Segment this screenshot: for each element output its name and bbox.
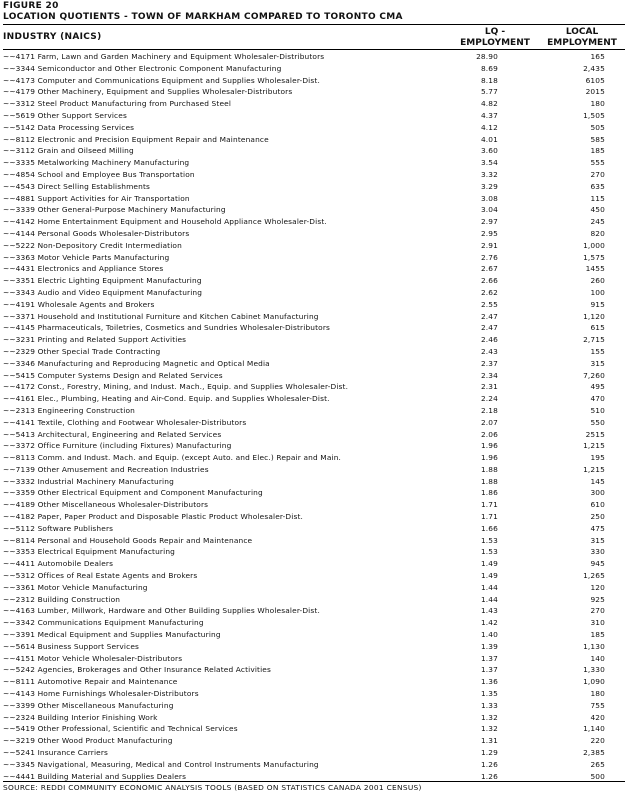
- source-note: SOURCE: REDDI COMMUNITY ECONOMIC ANALYSIS TOOLS (BASED ON STATISTICS CANADA 2001 CENSUS): [3, 783, 422, 792]
- industry-cell: ~~2312 Building Construction: [3, 594, 121, 604]
- employment-cell: 475: [590, 523, 605, 533]
- employment-cell: 7,260: [583, 370, 605, 380]
- lq-cell: 1.40: [480, 630, 498, 640]
- lq-cell: 1.35: [480, 689, 498, 699]
- employment-cell: 310: [590, 618, 605, 628]
- lq-cell: 3.04: [480, 205, 498, 215]
- employment-cell: 925: [590, 594, 605, 604]
- column-header-lq-line1: LQ -: [484, 27, 506, 37]
- table-row: [0, 86, 629, 98]
- industry-cell: ~~4191 Wholesale Agents and Brokers: [3, 299, 155, 309]
- industry-cell: ~~3346 Manufacturing and Reproducing Magnetic and Optical Media: [3, 358, 270, 368]
- employment-cell: 1,090: [583, 677, 605, 687]
- industry-cell: ~~2329 Other Special Trade Contracting: [3, 346, 161, 356]
- industry-cell: ~~3335 Metalworking Machinery Manufacturing: [3, 158, 190, 168]
- lq-cell: 4.37: [480, 110, 498, 120]
- lq-cell: 2.34: [480, 370, 498, 380]
- column-header-lq: [455, 27, 535, 49]
- industry-cell: ~~5415 Computer Systems Design and Related Services: [3, 370, 223, 380]
- employment-cell: 260: [590, 276, 605, 286]
- lq-cell: 1.33: [480, 700, 498, 710]
- employment-cell: 330: [590, 547, 605, 557]
- employment-cell: 1,000: [583, 240, 605, 250]
- employment-cell: 165: [590, 52, 605, 61]
- industry-cell: ~~5312 Offices of Real Estate Agents and Brokers: [3, 571, 198, 581]
- industry-table: [0, 51, 629, 782]
- table-row: [0, 523, 629, 535]
- table-row: [0, 134, 629, 146]
- table-row: [0, 499, 629, 511]
- lq-cell: 3.32: [480, 169, 498, 179]
- industry-cell: ~~4441 Building Material and Supplies Dealers: [3, 771, 187, 781]
- employment-cell: 1,215: [583, 441, 605, 451]
- industry-cell: ~~3363 Motor Vehicle Parts Manufacturing: [3, 252, 170, 262]
- lq-cell: 2.47: [480, 323, 498, 333]
- table-row: [0, 641, 629, 653]
- lq-cell: 1.66: [480, 523, 498, 533]
- employment-cell: 180: [590, 99, 605, 109]
- employment-cell: 510: [590, 405, 605, 415]
- industry-cell: ~~3342 Communications Equipment Manufacturing: [3, 618, 204, 628]
- industry-cell: ~~3361 Motor Vehicle Manufacturing: [3, 582, 148, 592]
- employment-cell: 550: [590, 417, 605, 427]
- industry-cell: ~~8112 Electronic and Precision Equipment Repair and Maintenance: [3, 134, 269, 144]
- lq-cell: 2.91: [480, 240, 498, 250]
- industry-cell: ~~3345 Navigational, Measuring, Medical and Control Instruments Manufacturing: [3, 759, 319, 769]
- industry-cell: ~~5242 Agencies, Brokerages and Other Insurance Related Activities: [3, 665, 272, 675]
- lq-cell: 1.26: [480, 771, 498, 781]
- lq-cell: 2.31: [480, 382, 498, 392]
- table-row: [0, 240, 629, 252]
- industry-cell: ~~4182 Paper, Paper Product and Disposable Plastic Product Wholesaler-Dist.: [3, 512, 304, 522]
- table-row: [0, 582, 629, 594]
- employment-cell: 1,130: [583, 641, 605, 651]
- employment-cell: 495: [590, 382, 605, 392]
- column-header-local-line1: LOCAL: [565, 27, 599, 37]
- employment-cell: 505: [590, 122, 605, 132]
- table-row: [0, 617, 629, 629]
- lq-cell: 1.42: [480, 618, 498, 628]
- industry-cell: ~~3312 Steel Product Manufacturing from Purchased Steel: [3, 99, 232, 109]
- employment-cell: 615: [590, 323, 605, 333]
- industry-cell: ~~4179 Other Machinery, Equipment and Supplies Wholesaler-Distributors: [3, 87, 293, 97]
- employment-cell: 315: [590, 535, 605, 545]
- industry-cell: ~~4161 Elec., Plumbing, Heating and Air-Cond. Equip. and Supplies Wholesaler-Dist.: [3, 394, 330, 404]
- employment-cell: 1,215: [583, 464, 605, 474]
- lq-cell: 4.82: [480, 99, 498, 109]
- employment-cell: 185: [590, 146, 605, 156]
- employment-cell: 2,435: [583, 63, 605, 73]
- employment-cell: 945: [590, 559, 605, 569]
- lq-cell: 8.18: [480, 75, 498, 85]
- lq-cell: 2.06: [480, 429, 498, 439]
- lq-cell: 2.46: [480, 335, 498, 345]
- employment-cell: 195: [590, 453, 605, 463]
- table-row: [0, 75, 629, 87]
- industry-cell: ~~2313 Engineering Construction: [3, 405, 135, 415]
- industry-cell: ~~5241 Insurance Carriers: [3, 748, 109, 758]
- industry-cell: ~~3344 Semiconductor and Other Electronic Component Manufacturing: [3, 63, 282, 73]
- column-header-local-line2: EMPLOYMENT: [547, 38, 617, 48]
- table-row: [0, 51, 629, 63]
- lq-cell: 1.96: [480, 453, 498, 463]
- industry-cell: ~~5222 Non-Depository Credit Intermediation: [3, 240, 182, 250]
- industry-cell: ~~3219 Other Wood Product Manufacturing: [3, 736, 173, 746]
- lq-cell: 1.32: [480, 724, 498, 734]
- employment-cell: 270: [590, 606, 605, 616]
- table-row: [0, 98, 629, 110]
- table-row: [0, 393, 629, 405]
- employment-cell: 220: [590, 736, 605, 746]
- table-row: [0, 452, 629, 464]
- table-row: [0, 405, 629, 417]
- lq-cell: 1.32: [480, 712, 498, 722]
- employment-cell: 145: [590, 476, 605, 486]
- table-row: [0, 570, 629, 582]
- column-header-local-employment: [540, 27, 624, 49]
- table-row: [0, 275, 629, 287]
- lq-cell: 2.55: [480, 299, 498, 309]
- table-row: [0, 712, 629, 724]
- table-row: [0, 346, 629, 358]
- employment-cell: 420: [590, 712, 605, 722]
- lq-cell: 2.76: [480, 252, 498, 262]
- employment-cell: 300: [590, 488, 605, 498]
- industry-cell: ~~4881 Support Activities for Air Transportation: [3, 193, 190, 203]
- employment-cell: 180: [590, 689, 605, 699]
- industry-cell: ~~8111 Automotive Repair and Maintenance: [3, 677, 178, 687]
- employment-cell: 140: [590, 653, 605, 663]
- industry-cell: ~~5614 Business Support Services: [3, 641, 140, 651]
- column-header-industry: INDUSTRY (NAICS): [3, 32, 102, 42]
- lq-cell: 1.53: [480, 535, 498, 545]
- employment-cell: 115: [590, 193, 605, 203]
- industry-cell: ~~3353 Electrical Equipment Manufacturing: [3, 547, 175, 557]
- table-row: [0, 747, 629, 759]
- lq-cell: 3.60: [480, 146, 498, 156]
- employment-cell: 470: [590, 394, 605, 404]
- table-row: [0, 429, 629, 441]
- table-row: [0, 511, 629, 523]
- table-row: [0, 334, 629, 346]
- lq-cell: 1.71: [480, 500, 498, 510]
- employment-cell: 1,575: [583, 252, 605, 262]
- industry-cell: ~~4854 School and Employee Bus Transportation: [3, 169, 195, 179]
- employment-cell: 1455: [585, 264, 605, 274]
- column-header-lq-line2: EMPLOYMENT: [460, 38, 530, 48]
- lq-cell: 1.49: [480, 571, 498, 581]
- lq-cell: 2.62: [480, 287, 498, 297]
- table-row: [0, 157, 629, 169]
- industry-cell: ~~3399 Other Miscellaneous Manufacturing: [3, 700, 174, 710]
- industry-cell: ~~5419 Other Professional, Scientific and Technical Services: [3, 724, 238, 734]
- industry-cell: ~~5142 Data Processing Services: [3, 122, 135, 132]
- industry-cell: ~~3391 Medical Equipment and Supplies Manufacturing: [3, 630, 221, 640]
- table-row: [0, 535, 629, 547]
- industry-cell: ~~3332 Industrial Machinery Manufacturing: [3, 476, 174, 486]
- industry-cell: ~~4173 Computer and Communications Equipment and Supplies Wholesaler-Dist.: [3, 75, 320, 85]
- employment-cell: 450: [590, 205, 605, 215]
- employment-cell: 635: [590, 181, 605, 191]
- industry-cell: ~~4142 Home Entertainment Equipment and Household Appliance Wholesaler-Dist.: [3, 217, 327, 227]
- table-row: [0, 287, 629, 299]
- lq-cell: 2.18: [480, 405, 498, 415]
- industry-cell: ~~4141 Textile, Clothing and Footwear Wholesaler-Distributors: [3, 417, 247, 427]
- table-row: [0, 145, 629, 157]
- table-row: [0, 464, 629, 476]
- industry-cell: ~~4411 Automobile Dealers: [3, 559, 114, 569]
- industry-cell: ~~4171 Farm, Lawn and Garden Machinery and Equipment Wholesaler-Distributors: [3, 52, 325, 61]
- lq-cell: 8.69: [480, 63, 498, 73]
- employment-cell: 610: [590, 500, 605, 510]
- table-row: [0, 629, 629, 641]
- table-row: [0, 417, 629, 429]
- industry-cell: ~~7139 Other Amusement and Recreation Industries: [3, 464, 209, 474]
- lq-cell: 2.07: [480, 417, 498, 427]
- lq-cell: 1.39: [480, 641, 498, 651]
- lq-cell: 1.96: [480, 441, 498, 451]
- industry-cell: ~~8113 Comm. and Indust. Mach. and Equip. (except Auto. and Elec.) Repair and Main.: [3, 453, 342, 463]
- industry-cell: ~~2324 Building Interior Finishing Work: [3, 712, 158, 722]
- header-top-rule: [3, 24, 625, 25]
- employment-cell: 265: [590, 759, 605, 769]
- table-row: [0, 263, 629, 275]
- lq-cell: 1.29: [480, 748, 498, 758]
- table-row: [0, 605, 629, 617]
- lq-cell: 3.08: [480, 193, 498, 203]
- industry-cell: ~~4431 Electronics and Appliance Stores: [3, 264, 164, 274]
- table-row: [0, 476, 629, 488]
- table-row: [0, 358, 629, 370]
- employment-cell: 185: [590, 630, 605, 640]
- table-row: [0, 216, 629, 228]
- lq-cell: 1.26: [480, 759, 498, 769]
- industry-cell: ~~4172 Const., Forestry, Mining, and Indust. Mach., Equip. and Supplies Wholesaler-Dist.: [3, 382, 349, 392]
- industry-cell: ~~4543 Direct Selling Establishments: [3, 181, 151, 191]
- employment-cell: 155: [590, 346, 605, 356]
- lq-cell: 3.54: [480, 158, 498, 168]
- lq-cell: 2.67: [480, 264, 498, 274]
- lq-cell: 1.71: [480, 512, 498, 522]
- industry-cell: ~~5619 Other Support Services: [3, 110, 127, 120]
- industry-cell: ~~5112 Software Publishers: [3, 523, 114, 533]
- industry-cell: ~~4163 Lumber, Millwork, Hardware and Other Building Supplies Wholesaler-Dist.: [3, 606, 320, 616]
- table-row: [0, 204, 629, 216]
- table-row: [0, 370, 629, 382]
- lq-cell: 1.31: [480, 736, 498, 746]
- lq-cell: 2.95: [480, 228, 498, 238]
- industry-cell: ~~3371 Household and Institutional Furniture and Kitchen Cabinet Manufacturing: [3, 311, 319, 321]
- table-row: [0, 594, 629, 606]
- table-row: [0, 299, 629, 311]
- industry-cell: ~~4189 Other Miscellaneous Wholesaler-Distributors: [3, 500, 209, 510]
- industry-cell: ~~4144 Personal Goods Wholesaler-Distributors: [3, 228, 190, 238]
- lq-cell: 2.43: [480, 346, 498, 356]
- lq-cell: 1.37: [480, 665, 498, 675]
- table-row: [0, 676, 629, 688]
- table-row: [0, 558, 629, 570]
- table-row: [0, 110, 629, 122]
- employment-cell: 1,505: [583, 110, 605, 120]
- lq-cell: 3.29: [480, 181, 498, 191]
- table-row: [0, 169, 629, 181]
- lq-cell: 1.37: [480, 653, 498, 663]
- employment-cell: 120: [590, 582, 605, 592]
- table-row: [0, 381, 629, 393]
- employment-cell: 6105: [585, 75, 605, 85]
- industry-cell: ~~3359 Other Electrical Equipment and Component Manufacturing: [3, 488, 263, 498]
- industry-cell: ~~8114 Personal and Household Goods Repair and Maintenance: [3, 535, 253, 545]
- table-row: [0, 440, 629, 452]
- lq-cell: 2.47: [480, 311, 498, 321]
- employment-cell: 2,385: [583, 748, 605, 758]
- table-row: [0, 311, 629, 323]
- table-row: [0, 322, 629, 334]
- lq-cell: 1.88: [480, 464, 498, 474]
- employment-cell: 500: [590, 771, 605, 781]
- industry-cell: ~~4151 Motor Vehicle Wholesaler-Distributors: [3, 653, 183, 663]
- table-row: [0, 688, 629, 700]
- employment-cell: 2,715: [583, 335, 605, 345]
- lq-cell: 2.37: [480, 358, 498, 368]
- lq-cell: 1.43: [480, 606, 498, 616]
- table-row: [0, 63, 629, 75]
- industry-cell: ~~3112 Grain and Oilseed Milling: [3, 146, 134, 156]
- industry-cell: ~~4143 Home Furnishings Wholesaler-Distributors: [3, 689, 199, 699]
- employment-cell: 1,140: [583, 724, 605, 734]
- employment-cell: 270: [590, 169, 605, 179]
- header-bottom-rule: [3, 49, 625, 50]
- table-row: [0, 122, 629, 134]
- employment-cell: 250: [590, 512, 605, 522]
- industry-cell: ~~4145 Pharmaceuticals, Toiletries, Cosmetics and Sundries Wholesaler-Distributors: [3, 323, 331, 333]
- lq-cell: 1.49: [480, 559, 498, 569]
- table-row: [0, 759, 629, 771]
- table-row: [0, 664, 629, 676]
- page-title: LOCATION QUOTIENTS - TOWN OF MARKHAM COMPARED TO TORONTO CMA: [3, 12, 403, 22]
- figure-label: FIGURE 20: [3, 1, 59, 11]
- table-row: [0, 653, 629, 665]
- table-row: [0, 228, 629, 240]
- industry-cell: ~~3231 Printing and Related Support Activities: [3, 335, 187, 345]
- table-row: [0, 700, 629, 712]
- table-row: [0, 546, 629, 558]
- lq-cell: 2.24: [480, 394, 498, 404]
- industry-cell: ~~3339 Other General-Purpose Machinery Manufacturing: [3, 205, 226, 215]
- lq-cell: 4.01: [480, 134, 498, 144]
- lq-cell: 4.12: [480, 122, 498, 132]
- employment-cell: 100: [590, 287, 605, 297]
- employment-cell: 585: [590, 134, 605, 144]
- industry-cell: ~~3351 Electric Lighting Equipment Manufacturing: [3, 276, 202, 286]
- industry-cell: ~~5413 Architectural, Engineering and Related Services: [3, 429, 222, 439]
- table-row: [0, 181, 629, 193]
- employment-cell: 915: [590, 299, 605, 309]
- employment-cell: 755: [590, 700, 605, 710]
- lq-cell: 2.66: [480, 276, 498, 286]
- table-row: [0, 252, 629, 264]
- employment-cell: 245: [590, 217, 605, 227]
- industry-cell: ~~3343 Audio and Video Equipment Manufacturing: [3, 287, 203, 297]
- lq-cell: 1.86: [480, 488, 498, 498]
- table-row: [0, 735, 629, 747]
- employment-cell: 2015: [585, 87, 605, 97]
- employment-cell: 315: [590, 358, 605, 368]
- table-row: [0, 487, 629, 499]
- employment-cell: 1,265: [583, 571, 605, 581]
- industry-cell: ~~3372 Office Furniture (including Fixtures) Manufacturing: [3, 441, 232, 451]
- lq-cell: 1.88: [480, 476, 498, 486]
- lq-cell: 28.90: [476, 52, 498, 61]
- employment-cell: 2515: [585, 429, 605, 439]
- employment-cell: 1,330: [583, 665, 605, 675]
- employment-cell: 555: [590, 158, 605, 168]
- lq-cell: 5.77: [480, 87, 498, 97]
- table-row: [0, 193, 629, 205]
- employment-cell: 820: [590, 228, 605, 238]
- lq-cell: 1.53: [480, 547, 498, 557]
- employment-cell: 1,120: [583, 311, 605, 321]
- lq-cell: 1.44: [480, 582, 498, 592]
- table-row: [0, 723, 629, 735]
- lq-cell: 1.36: [480, 677, 498, 687]
- lq-cell: 1.44: [480, 594, 498, 604]
- lq-cell: 2.97: [480, 217, 498, 227]
